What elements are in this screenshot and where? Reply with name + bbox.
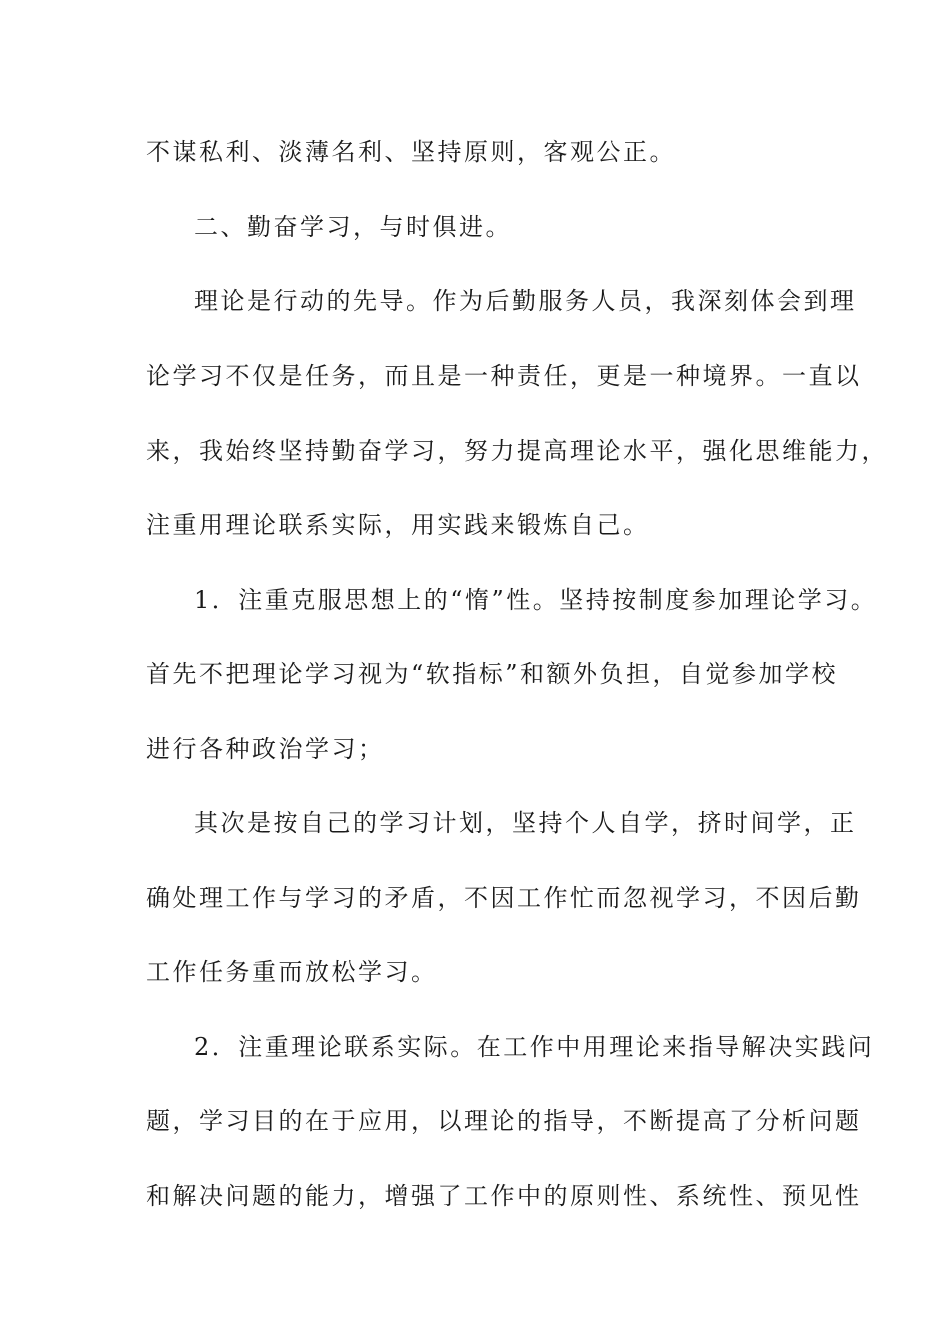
text-line: 工作任务重而放松学习。 bbox=[146, 958, 438, 986]
text-line: 注重用理论联系实际，用实践来锻炼自己。 bbox=[146, 511, 650, 539]
text-line: 不谋私利、淡薄名利、坚持原则，客观公正。 bbox=[146, 138, 676, 166]
text-line: 题，学习目的在于应用，以理论的指导，不断提高了分析问题 bbox=[146, 1107, 862, 1135]
text-line: 确处理工作与学习的矛盾，不因工作忙而忽视学习，不因后勤 bbox=[146, 884, 862, 912]
text-line: 1．注重克服思想上的“惰”性。坚持按制度参加理论学习。 bbox=[194, 586, 878, 614]
text-line: 和解决问题的能力，增强了工作中的原则性、系统性、预见性 bbox=[146, 1182, 862, 1210]
text-line: 理论是行动的先导。作为后勤服务人员，我深刻体会到理 bbox=[194, 287, 857, 315]
text-line: 论学习不仅是任务，而且是一种责任，更是一种境界。一直以 bbox=[146, 362, 862, 390]
text-line: 其次是按自己的学习计划，坚持个人自学，挤时间学，正 bbox=[194, 809, 857, 837]
section-heading: 二、勤奋学习，与时俱进。 bbox=[194, 213, 512, 241]
text-line: 来，我始终坚持勤奋学习，努力提高理论水平，强化思维能力， bbox=[146, 437, 888, 465]
text-line: 2．注重理论联系实际。在工作中用理论来指导解决实践问 bbox=[194, 1033, 875, 1061]
text-line: 首先不把理论学习视为“软指标”和额外负担，自觉参加学校 bbox=[146, 660, 839, 688]
text-line: 进行各种政治学习； bbox=[146, 735, 385, 763]
